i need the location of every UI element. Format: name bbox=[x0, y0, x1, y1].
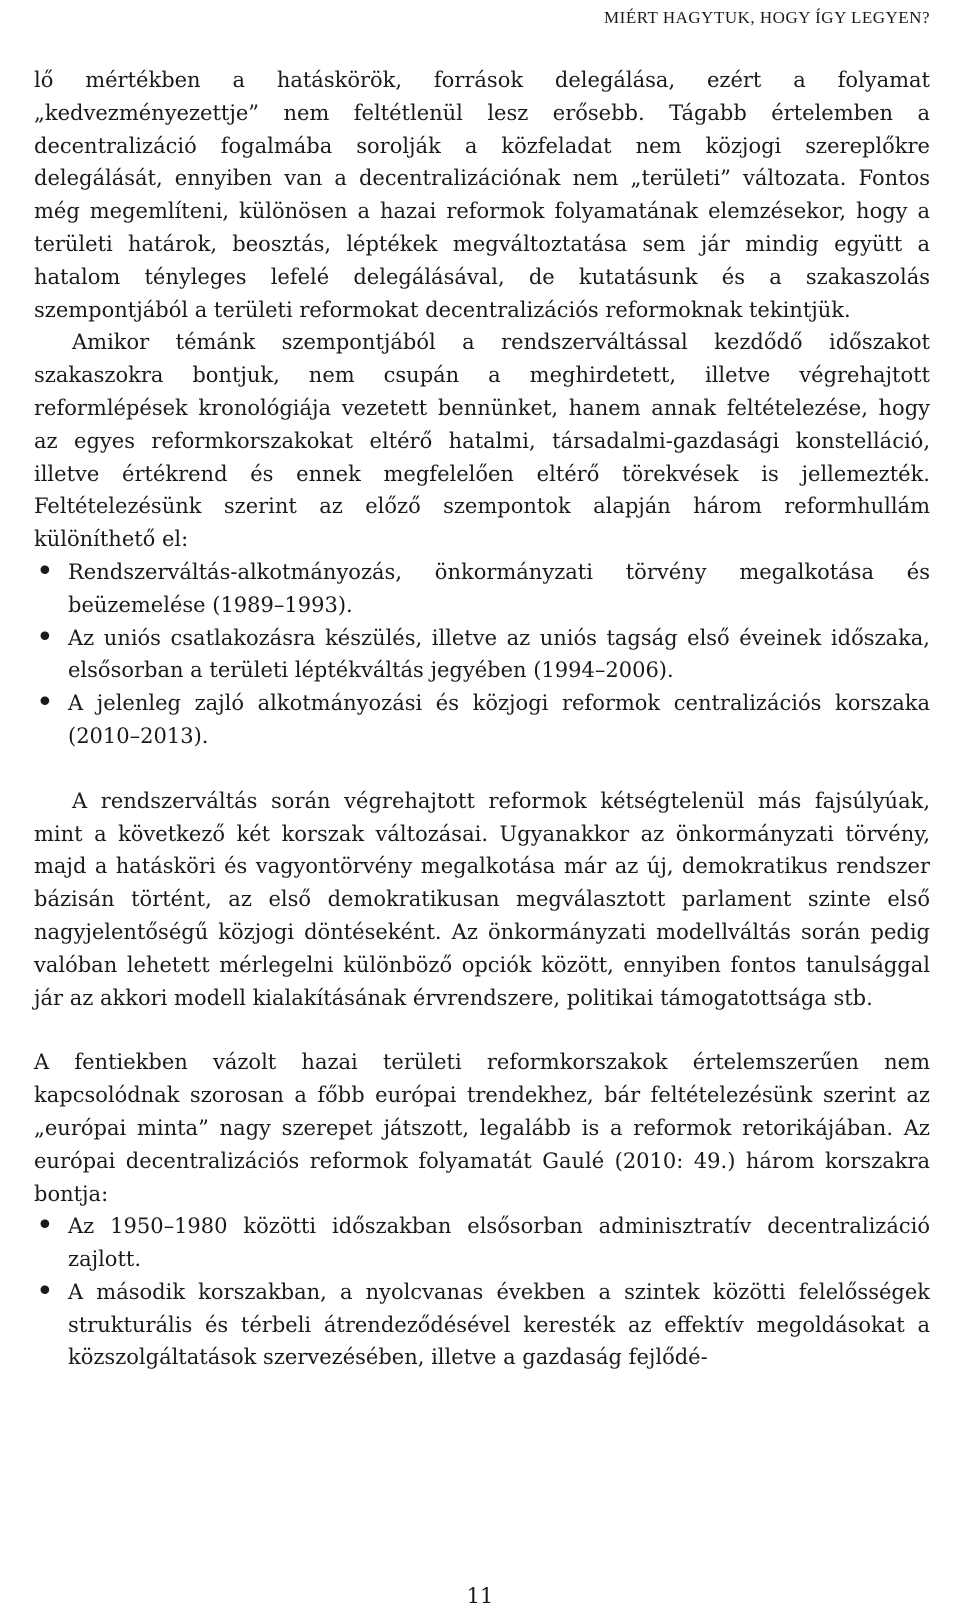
list-item: • Az uniós csatlakozásra készülés, illetve az uniós tagság első éveinek időszaka, elsősorban a területi léptékváltás jegyében (1994–2006). bbox=[34, 622, 930, 688]
paragraph: lő mértékben a hatáskörök, források delegálása, ezért a folyamat „kedvezményezettje” nem feltétlenül lesz erősebb. Tágabb értelemben a decentralizáció fogalmába sorolják a közfeladat nem közjogi szereplőkre delegálását, ennyiben van a decentralizációnak nem „területi” változata. Fontos még megemlíteni, különösen a hazai reformok folyamatának elemzésekor, hogy a területi határok, beosztás, léptékek megváltoztatása sem jár mindig együtt a hatalom tényleges lefelé delegálásával, de kutatásunk és a szakaszolás szempontjából a területi reformokat decentralizációs reformoknak tekintjük. bbox=[34, 68, 930, 322]
paragraph: Amikor témánk szempontjából a rendszerváltással kezdődő időszakot szakaszokra bontjuk, nem csupán a meghirdetett, illetve végrehajtott reformlépések kronológiája vezetett bennünket, hanem annak feltételezése, hogy az egyes reformkorszakokat eltérő hatalmi, társadalmi-gazdasági konstelláció, illetve értékrend és ennek megfelelően eltérő törekvések is jellemezték. Feltételezésünk szerint az előző szempontok alapján három reformhullám különíthető el: bbox=[34, 330, 930, 552]
page-body bbox=[34, 64, 930, 1374]
page-number: 11 bbox=[466, 1584, 494, 1608]
reform-waves-list bbox=[34, 556, 930, 753]
list-item: • Rendszerváltás-alkotmányozás, önkormányzati törvény megalkotása és beüzemelése (1989–1993). bbox=[34, 556, 930, 622]
list-item: • A második korszakban, a nyolcvanas években a szintek közötti felelősségek strukturális és térbeli átrendeződésével keresték az effektív megoldásokat a közszolgáltatások szervezésében, illetve a gazdaság fejlődé- bbox=[34, 1276, 930, 1374]
running-head: MIÉRT HAGYTUK, HOGY ÍGY LEGYEN? bbox=[604, 8, 930, 27]
european-periods-list bbox=[34, 1210, 930, 1374]
list-item: • A jelenleg zajló alkotmányozási és közjogi reformok centralizációs korszaka (2010–2013). bbox=[34, 687, 930, 753]
paragraph-gap bbox=[34, 1014, 930, 1046]
paragraph: A fentiekben vázolt hazai területi reformkorszakok értelemszerűen nem kapcsolódnak szorosan a főbb európai trendekhez, bár feltételezésünk szerint az „európai minta” nagy szerepet játszott, legalább is a reformok retorikájában. Az európai decentralizációs reformok folyamatát Gaulé (2010: 49.) három korszakra bontja: bbox=[34, 1050, 930, 1206]
paragraph: A rendszerváltás során végrehajtott reformok kétségtelenül más fajsúlyúak, mint a következő két korszak változásai. Ugyanakkor az önkormányzati törvény, majd a hatásköri és vagyontörvény megalkotása már az új, demokratikus rendszer bázisán történt, az első demokratikusan megválasztott parlament szinte első nagyjelentőségű közjogi döntéseként. Az önkormányzati modellváltás során pedig valóban lehetett mérlegelni különböző opciók között, ennyiben fontos tanulsággal jár az akkori modell kialakításának érvrendszere, politikai támogatottsága stb. bbox=[34, 788, 930, 1010]
list-item: • Az 1950–1980 közötti időszakban elsősorban adminisztratív decentralizáció zajlott. bbox=[34, 1210, 930, 1276]
paragraph-gap bbox=[34, 753, 930, 785]
